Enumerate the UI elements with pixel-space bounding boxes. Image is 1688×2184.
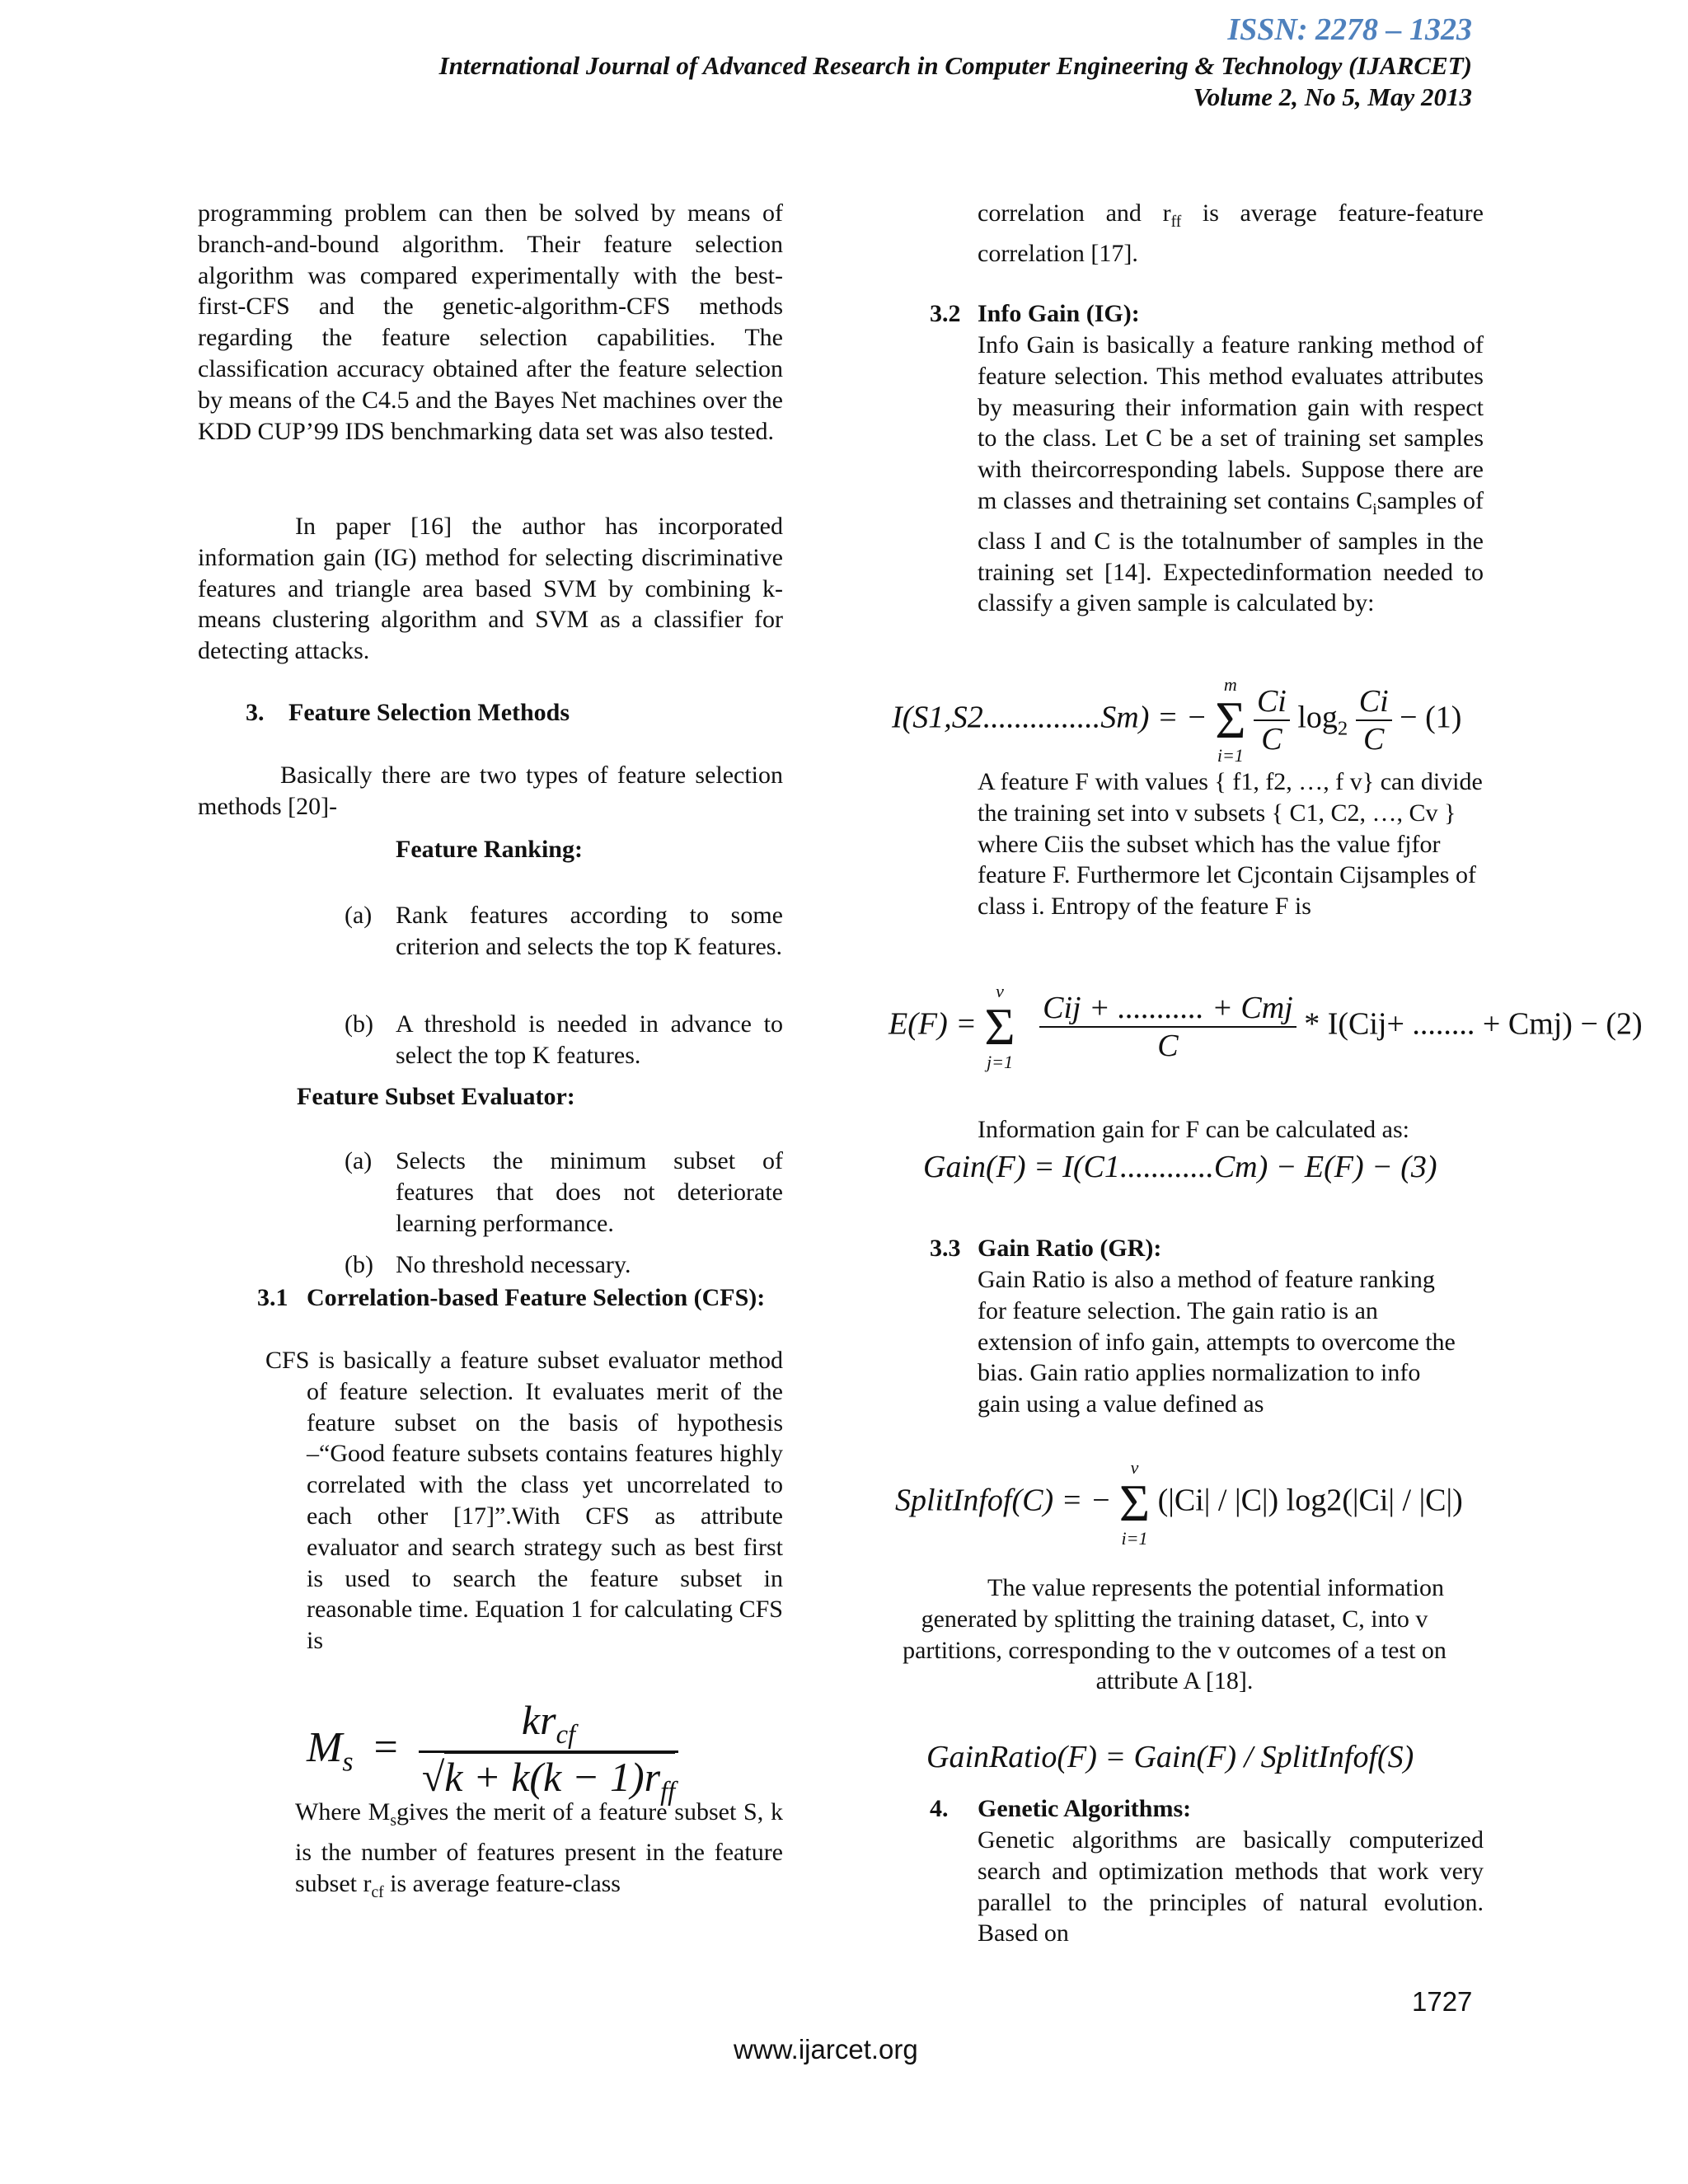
- gain-paragraph: Information gain for F can be calculated as:: [978, 1116, 1409, 1143]
- section-3-number: 3.: [246, 699, 265, 726]
- ranking-a-label: (a): [345, 902, 373, 929]
- section-3-title: Feature Selection Methods: [288, 699, 570, 726]
- section-3-1-title: Correlation-based Feature Selection (CFS):: [307, 1284, 766, 1311]
- section-3-1-number: 3.1: [257, 1284, 288, 1311]
- volume-info: Volume 2, No 5, May 2013: [1193, 82, 1472, 111]
- equation-5: GainRatio(F) = Gain(F) / SplitInfof(S): [926, 1740, 1414, 1774]
- ranking-b-label: (b): [345, 1010, 373, 1038]
- feature-paragraph: A feature F with values { f1, f2, …, f v} can divide the training set into v subsets { C1, C2, …, Cv } where Ciis the subset which has the value fjfor feature F. Furthermore let Cjcontain Cijsamples of class i. Entropy of the feature F is: [978, 768, 1483, 921]
- subset-b-text: No threshold necessary.: [396, 1251, 631, 1278]
- ranking-b-text: A threshold is needed in advance to select the top K features.: [396, 1010, 783, 1069]
- feature-subset-evaluator-title: Feature Subset Evaluator:: [297, 1083, 575, 1110]
- where-paragraph: Where $M_sgives$ the merit of a feature subset S, k is the number of features present in the feature subset $r_{cf}$ is average feature-class: [295, 1798, 783, 1901]
- info-gain-paragraph: Info Gain is basically a feature ranking method of feature selection. This method evaluates attributes by measuring their information gain with respect to the class. Let C be a set of training set samples with theircorresponding labels. Suppose there are m classes and thetraining set contains $C_isamples$ of class I and C is the totalnumber of samples in the training set [14]. Expectedinformation needed to classify a given sample is calculated by:: [978, 331, 1484, 617]
- left-paragraph-1: programming problem can then be solved by means of branch-and-bound algorithm. Their feature selection algorithm was compared experimentally with the best-first-CFS and the genetic-algorithm-CFS methods regarding the feature selection capabilities. The classification accuracy obtained after the feature selection by means of the C4.5 and the Bayes Net machines over the KDD CUP’99 IDS benchmarking data set was also tested.: [198, 199, 783, 445]
- section-3-heading: [246, 697, 831, 729]
- feature-ranking-title: Feature Ranking:: [396, 836, 583, 863]
- section-3-3-title: Gain Ratio (GR):: [978, 1235, 1162, 1262]
- cfs-paragraph: CFS is basically a feature subset evaluator method of feature selection. It evaluates merit of the feature subset on the basis of hypothesis –“Good feature subsets contains features highly correlated with the class yet uncorrelated to each other [17]”.With CFS as attribute evaluator and search strategy such as best first is used to search the feature subset in reasonable time. Equation 1 for calculating CFS is: [265, 1347, 783, 1655]
- subset-a-text: Selects the minimum subset of features that does not deteriorate learning performance.: [396, 1147, 783, 1237]
- left-paragraph-2: In paper [16] the author has incorporated information gain (IG) method for selecting discriminative features and triangle area based SVM by combining k- means clustering algorithm and SVM as a classifier for detecting attacks.: [198, 513, 783, 665]
- gain-ratio-paragraph: Gain Ratio is also a method of feature ranking for feature selection. The gain ratio is an extension of info gain, attempts to overcome the bias. Gain ratio applies normalization to info gain using a value defined as: [978, 1266, 1456, 1418]
- value-paragraph: The value represents the potential information generated by splitting the training dataset, C, into v partitions, corresponding to the v outcomes of a test on attribute A [18].: [903, 1574, 1447, 1695]
- issn-header: ISSN: 2278 – 1323: [1227, 12, 1472, 47]
- equation-4: SplitInfof(C) = − v Σ i=1 (|Ci| / |C|) log2(|Ci| / |C|): [895, 1457, 1463, 1549]
- ranking-a-text: Rank features according to some criterion and selects the top K features.: [396, 902, 783, 960]
- equation-3: Gain(F) = I(C1............Cm) − E(F) − (3): [923, 1150, 1437, 1184]
- subset-b-label: (b): [345, 1251, 373, 1278]
- eq-ms-lhs: $M_s$: [307, 1724, 354, 1778]
- subset-a-label: (a): [345, 1147, 373, 1174]
- genetic-algorithms-paragraph: Genetic algorithms are basically computerized search and optimization methods that work very parallel to the principles of natural evolution. Based on: [978, 1826, 1484, 1947]
- equation-1: I(S1,S2...............Sm) = − m Σ i=1 $\frac{Ci}{C}$ $\log_2$ $\frac{Ci}{C}$ − (1): [892, 674, 1462, 766]
- page-number: 1727: [1412, 1986, 1473, 2017]
- section-3-2-title: Info Gain (IG):: [978, 300, 1140, 327]
- section-4-title: Genetic Algorithms:: [978, 1795, 1192, 1822]
- section-3-intro: Basically there are two types of feature selection methods [20]-: [198, 762, 783, 820]
- equation-2: E(F) = v Σ j=1 $\frac{\text{Cij + ........... + Cmj}}{C}$ * I(Cij+ ........ + Cmj) − (2): [889, 981, 1643, 1072]
- eq-ms-fraction: $\frac{kr_{cf}}{√k + k(k - 1)r_{ff}}$: [419, 1696, 678, 1807]
- right-continuation: correlation and $r_{ff}$ is average feature-feature correlation [17].: [978, 199, 1484, 267]
- section-4-number: 4.: [930, 1795, 949, 1822]
- section-3-3-number: 3.3: [930, 1235, 961, 1262]
- equation-merit: $M_s$ = $\frac{kr_{cf}}{√k + k(k - 1)r_{ff}}$: [307, 1696, 678, 1807]
- footer-url: www.ijarcet.org: [734, 2034, 918, 2064]
- journal-title: International Journal of Advanced Research in Computer Engineering & Technology (IJARCET): [438, 51, 1472, 80]
- section-3-2-number: 3.2: [930, 300, 961, 327]
